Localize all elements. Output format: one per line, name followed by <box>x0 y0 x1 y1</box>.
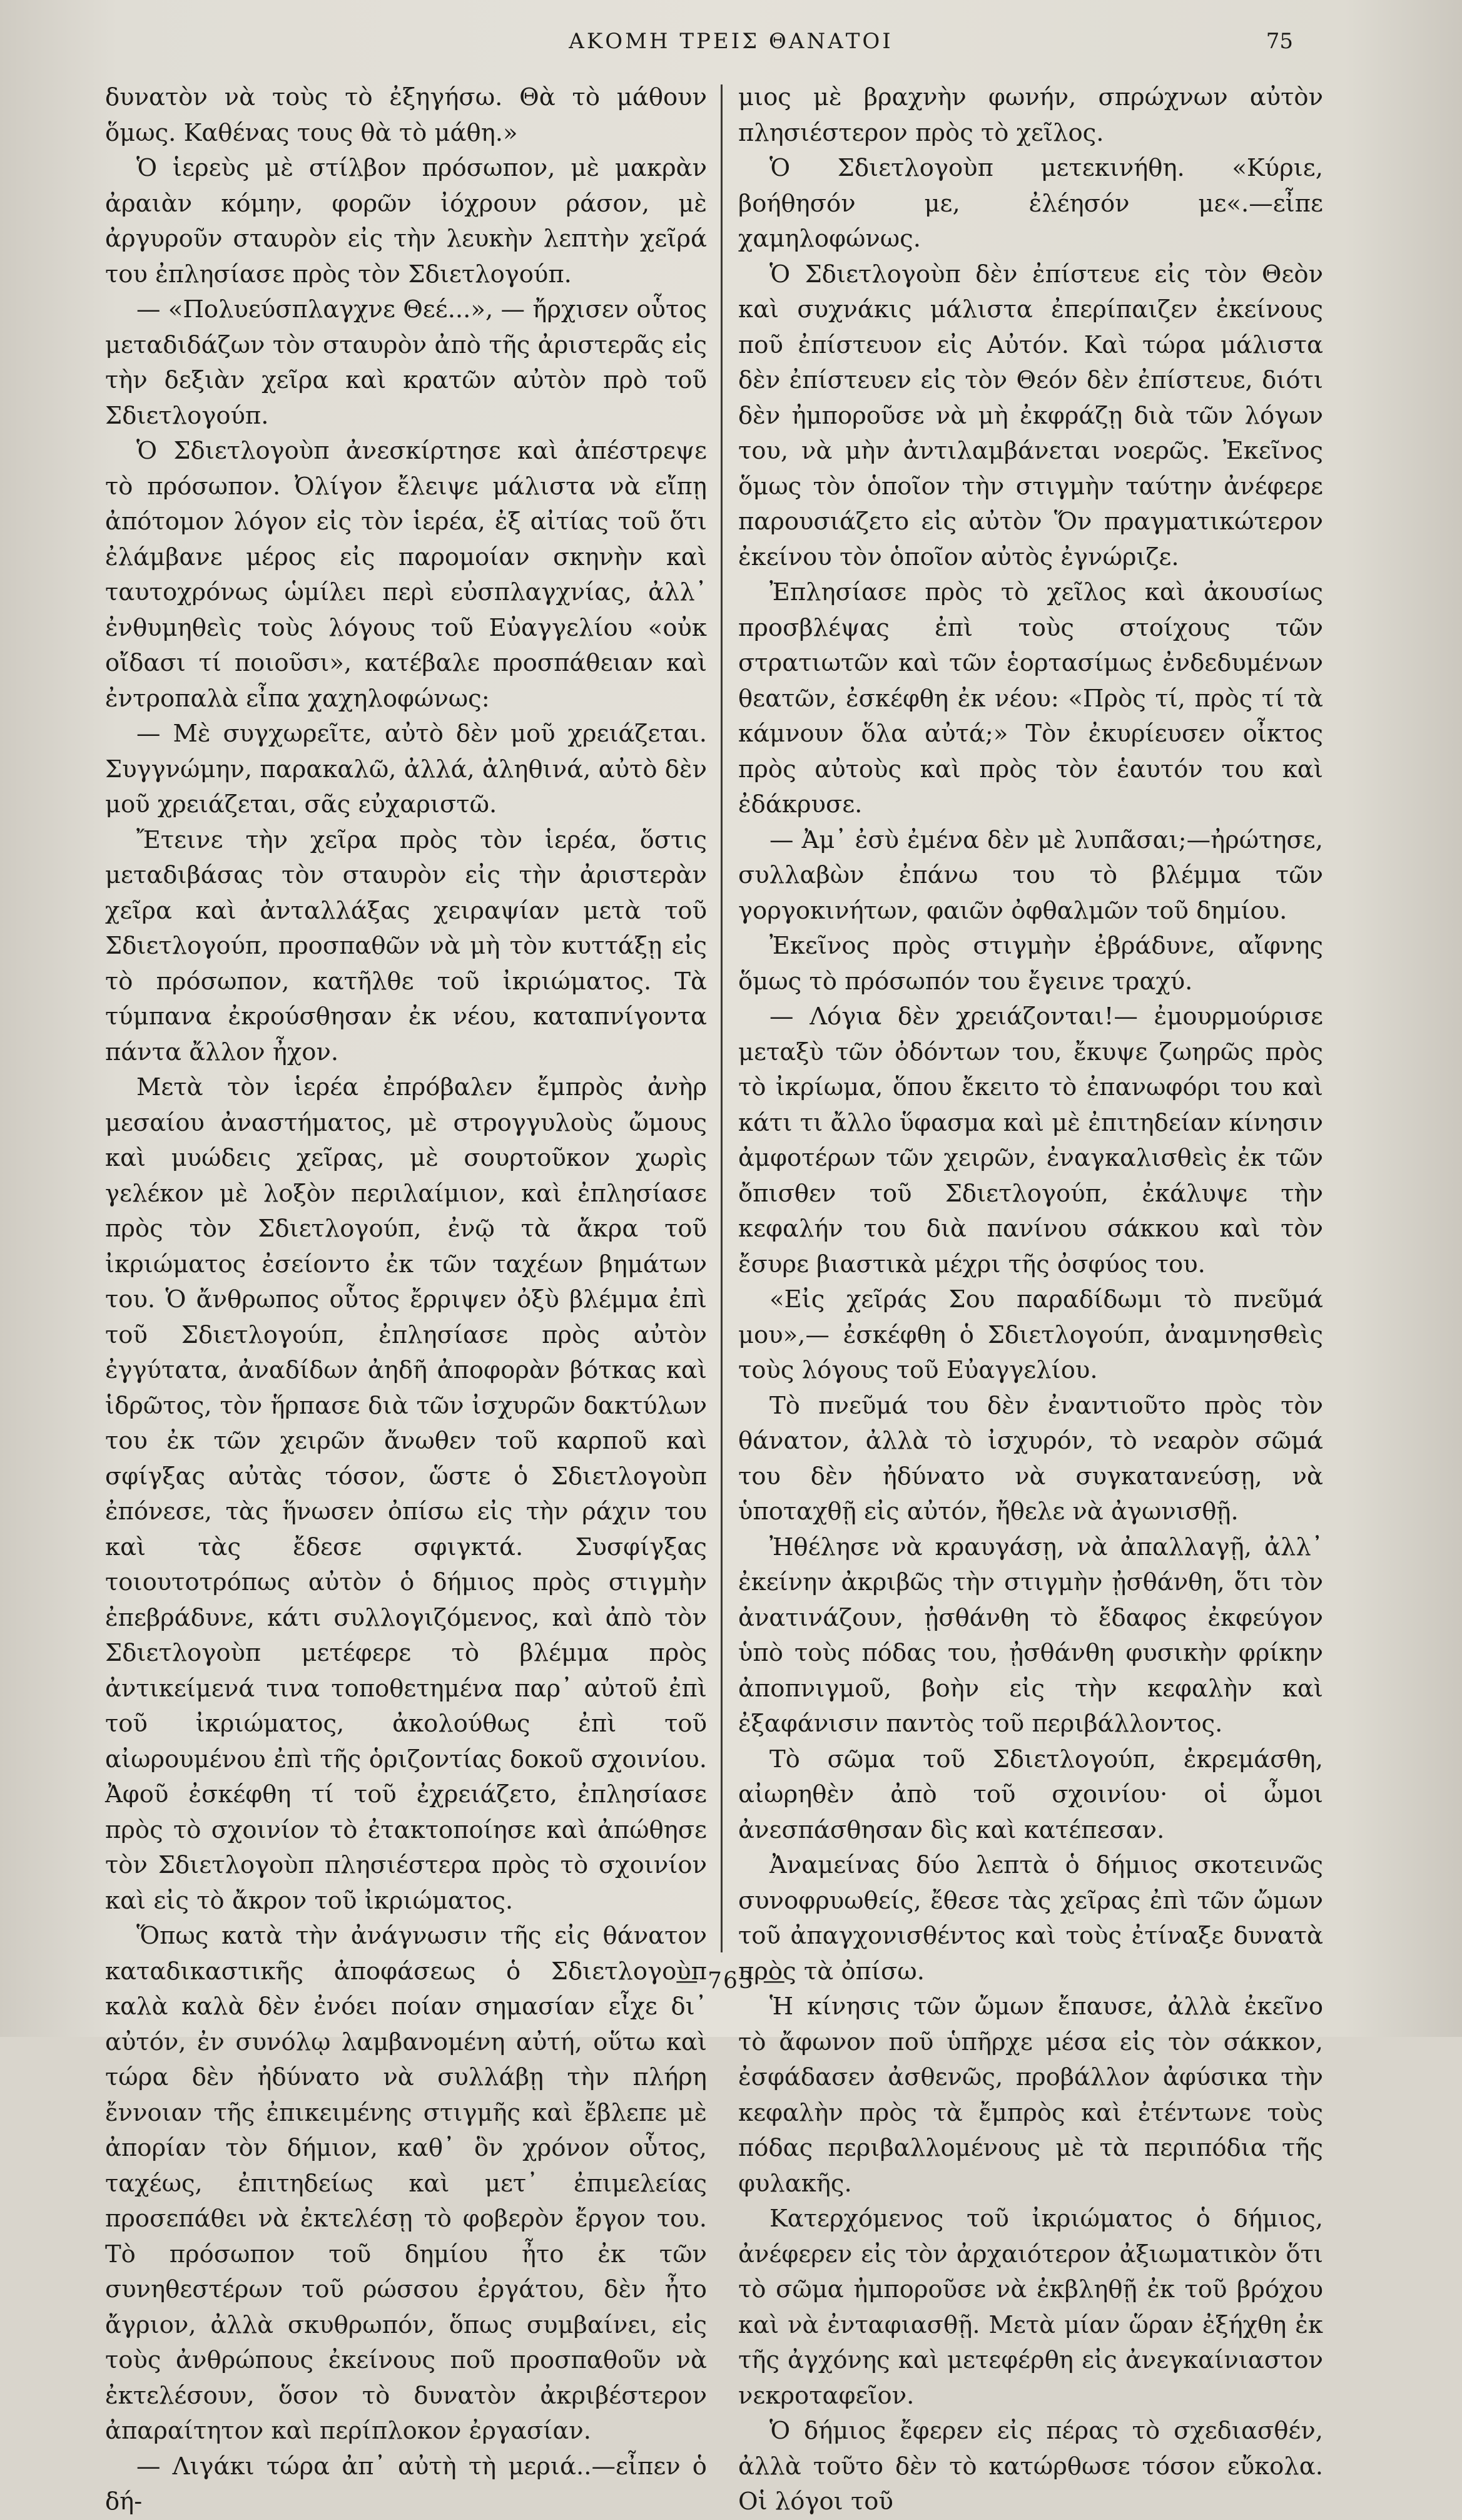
column-divider <box>721 84 723 1952</box>
paragraph: — Λόγια δὲν χρειάζονται!— ἐμουρμούρισε μεταξὺ τῶν ὀδόντων του, ἔκυψε ζωηρῶς πρὸς τὸ ἰκρίωμα, ὅπου ἔκειτο τὸ ἐπανωφόρι του καὶ κάτι τι ἄλλο ὕφασμα καὶ μὲ ἐπιτηδείαν κίνησιν ἀμφοτέρων τῶν χειρῶν, ἐναγκαλισθεὶς ἐκ τῶν ὄπισθεν τοῦ Σδιετλογούπ, ἐκάλυψε τὴν κεφαλήν του διὰ πανίνου σάκκου καὶ τὸν ἔσυρε βιαστικὰ μέχρι τῆς ὀσφύος του. <box>738 1002 1323 1278</box>
paragraph: Τὸ πνεῦμά του δὲν ἐναντιοῦτο πρὸς τὸν θάνατον, ἀλλὰ τὸ ἰσχυρόν, τὸ νεαρὸν σῶμά του δὲν ἠδύνατο νὰ συγκατανεύσῃ, νὰ ὑποταχθῇ εἰς αὐτόν, ἤθελε νὰ ἀγωνισθῇ. <box>738 1391 1323 1526</box>
right-text-column <box>738 80 1323 2516</box>
paragraph: — Μὲ συγχωρεῖτε, αὐτὸ δὲν μοῦ χρειάζεται. Συγγνώμην, παρακαλῶ, ἀλλά, ἀληθινά, αὐτὸ δὲν μοῦ χρειάζεται, σᾶς εὐχαριστῶ. <box>105 720 707 819</box>
paragraph: Ὁ ἱερεὺς μὲ στίλβον πρόσωπον, μὲ μακρὰν ἀραιὰν κόμην, φορῶν ἰόχρουν ράσον, μὲ ἀργυροῦν σταυρὸν εἰς τὴν λευκὴν λεπτὴν χεῖρά του ἐπλησίασε πρὸς τὸν Σδιετλογούπ. <box>105 154 707 288</box>
paragraph: Τὸ σῶμα τοῦ Σδιετλογούπ, ἐκρεμάσθη, αἰωρηθὲν ἀπὸ τοῦ σχοινίου· οἱ ὦμοι ἀνεσπάσθησαν δὶς καὶ κατέπεσαν. <box>738 1745 1323 1844</box>
paragraph: — Ἀμ᾽ ἐσὺ ἐμένα δὲν μὲ λυπᾶσαι;—ἠρώτησε, συλλαβὼν ἐπάνω του τὸ βλέμμα τῶν γοργοκινήτων, φαιῶν ὀφθαλμῶν τοῦ δημίου. <box>738 825 1323 925</box>
paragraph: Ὁ δήμιος ἔφερεν εἰς πέρας τὸ σχεδιασθέν, ἀλλὰ τοῦτο δὲν τὸ κατώρθωσε τόσον εὔκολα. Οἱ λόγοι τοῦ <box>738 2417 1323 2516</box>
paragraph: Ὁ Σδιετλογοὺπ μετεκινήθη. «Κύριε, βοήθησόν με, ἐλέησόν με«.—εἶπε χαμηλοφώνως. <box>738 154 1323 253</box>
paragraph: Ὁ Σδιετλογοὺπ ἀνεσκίρτησε καὶ ἀπέστρεψε τὸ πρόσωπον. Ὀλίγον ἔλειψε μάλιστα νὰ εἴπῃ ἀπότομον λόγον εἰς τὸν ἱερέα, ἐξ αἰτίας τοῦ ὅτι ἐλάμβανε μέρος εἰς παρομοίαν σκηνὴν καὶ ταυτοχρόνως ὡμίλει περὶ εὐσπλαγχνίας, ἀλλ᾽ ἐνθυμηθεὶς τοὺς λόγους τοῦ Εὐαγγελίου «οὐκ οἴδασι τί ποιοῦσι», κατέβαλε προσπάθειαν καὶ ἐντροπαλὰ εἶπα χαχηλοφώνως: <box>105 437 707 713</box>
paragraph: Ἀναμείνας δύο λεπτὰ ὁ δήμιος σκοτεινῶς συνοφρυωθείς, ἔθεσε τὰς χεῖρας ἐπὶ τῶν ὤμων τοῦ ἀπαγχονισθέντος καὶ τοὺς ἐτίναξε δυνατὰ πρὸς τὰ ὀπίσω. <box>738 1851 1323 1986</box>
paragraph: «Εἰς χεῖράς Σου παραδίδωμι τὸ πνεῦμά μου»,— ἐσκέφθη ὁ Σδιετλογούπ, ἀναμνησθεὶς τοὺς λόγους τοῦ Εὐαγγελίου. <box>738 1285 1323 1384</box>
paragraph: Μετὰ τὸν ἱερέα ἐπρόβαλεν ἔμπρὸς ἀνὴρ μεσαίου ἀναστήματος, μὲ στρογγυλοὺς ὤμους καὶ μυώδεις χεῖρας, μὲ σουρτοῦκον χωρὶς γελέκον μὲ λοξὸν περιλαίμιον, καὶ ἐπλησίασε πρὸς τὸν Σδιετλογούπ, ἐνῷ τὰ ἄκρα τοῦ ἰκριώματος ἐσείοντο ἐκ τῶν ταχέων βημάτων του. Ὁ ἄνθρωπος οὗτος ἔρριψεν ὀξὺ βλέμμα ἐπὶ τοῦ Σδιετλογούπ, ἐπλησίασε πρὸς αὐτὸν ἐγγύτατα, ἀναδίδων ἀηδῆ ἀποφορὰν βότκας καὶ ἱδρῶτος, τὸν ἥρπασε διὰ τῶν ἰσχυρῶν δακτύλων του ἐκ τῶν χειρῶν ἄνωθεν τοῦ καρποῦ καὶ σφίγξας αὐτὰς τόσον, ὥστε ὁ Σδιετλογοὺπ ἐπόνεσε, τὰς ἥνωσεν ὀπίσω εἰς τὴν ράχιν του καὶ τὰς ἔδεσε σφιγκτά. Συσφίγξας τοιουτοτρόπως αὐτὸν ὁ δήμιος πρὸς στιγμὴν ἐπεβράδυνε, κάτι συλλογιζόμενος, καὶ ἀπὸ τὸν Σδιετλογοὺπ μετέφερε τὸ βλέμμα πρὸς ἀντικείμενά τινα τοποθετημένα παρ᾽ αὐτοῦ ἐπὶ τοῦ ἰκριώματος, ἀκολούθως ἐπὶ τοῦ αἰωρουμένου ἐπὶ τῆς ὁριζοντίας δοκοῦ σχοινίου. Ἀφοῦ ἐσκέφθη τί τοῦ ἐχρειάζετο, ἐπλησίασε πρὸς τὸ σχοινίον τὸ ἐτακτοποίησε καὶ ἀπώθησε τὸν Σδιετλογοὺπ πλησιέστερα πρὸς τὸ σχοινίον καὶ εἰς τὸ ἄκρον τοῦ ἰκριώματος. <box>105 1073 707 1915</box>
paragraph: — Λιγάκι τώρα ἀπ᾽ αὐτὴ τὴ μεριά..—εἶπεν ὁ δή- <box>105 2452 707 2516</box>
paragraph: μιος μὲ βραχνὴν φωνήν, σπρώχνων αὐτὸν πλησιέστερον πρὸς τὸ χεῖλος. <box>738 83 1323 147</box>
paragraph: Ἐπλησίασε πρὸς τὸ χεῖλος καὶ ἀκουσίως προσβλέψας ἐπὶ τοὺς στοίχους τῶν στρατιωτῶν καὶ τῶν ἑορτασίμως ἐνδεδυμένων θεατῶν, ἐσκέφθη ἐκ νέου: «Πρὸς τί, πρὸς τί τὰ κάμνουν ὅλα αὐτά;» Τὸν ἐκυρίευσεν οἶκτος πρὸς αὐτοὺς καὶ πρὸς τὸν ἑαυτόν του καὶ ἐδάκρυσε. <box>738 578 1323 819</box>
paragraph: Ἔτεινε τὴν χεῖρα πρὸς τὸν ἱερέα, ὅστις μεταδιβάσας τὸν σταυρὸν εἰς τὴν ἀριστερὰν χεῖρα καὶ ἀνταλλάξας χειραψίαν μετὰ τοῦ Σδιετλογούπ, προσπαθῶν νὰ μὴ τὸν κυττάξῃ εἰς τὸ πρόσωπον, κατῆλθε τοῦ ἰκριώματος. Τὰ τύμπανα ἐκρούσθησαν ἐκ νέου, καταπνίγοντα πάντα ἄλλον ἦχον. <box>105 825 707 1066</box>
paragraph: Ἠθέλησε νὰ κραυγάσῃ, νὰ ἀπαλλαγῇ, ἀλλ᾽ ἐκείνην ἀκριβῶς τὴν στιγμὴν ᾐσθάνθη, ὅτι τὸν ἀνατινάζουν, ᾐσθάνθη τὸ ἔδαφος ἐκφεύγον ὑπὸ τοὺς πόδας του, ᾐσθάνθη φυσικὴν φρίκην ἀποπνιγμοῦ, βοὴν εἰς τὴν κεφαλὴν καὶ ἐξαφάνισιν παντὸς τοῦ περιβάλλοντος. <box>738 1533 1323 1738</box>
paragraph: Ὁ Σδιετλογοὺπ δὲν ἐπίστευε εἰς τὸν Θεὸν καὶ συχνάκις μάλιστα ἐπερίπαιζεν ἐκείνους ποῦ ἐπίστευον εἰς Αὐτόν. Καὶ τώρα μάλιστα δὲν ἐπίστευεν εἰς τὸν Θεόν δὲν ἐπίστευε, διότι δὲν ἠμποροῦσε νὰ μὴ ἐκφράζῃ διὰ τῶν λόγων του, νὰ μὴν ἀντιλαμβάνεται νοερῶς. Ἐκεῖνος ὅμως τὸν ὁποῖον τὴν στιγμὴν ταύτην ἀνέφερε παρουσιάζετο εἰς αὐτὸν Ὅν πραγματικώτερον ἐκείνου τὸν ὁποῖον αὐτὸς ἐγνώριζε. <box>738 260 1323 571</box>
left-text-column <box>105 80 707 2516</box>
running-header-title: ΑΚΟΜΗ ΤΡΕΙΣ ΘΑΝΑΤΟΙ <box>569 29 893 54</box>
paragraph: Ὅπως κατὰ τὴν ἀνάγνωσιν τῆς εἰς θάνατον καταδικαστικῆς ἀποφάσεως ὁ Σδιετλογοὺπ καλὰ καλὰ δὲν ἐνόει ποίαν σημασίαν εἶχε δι᾽ αὐτόν, ἐν συνόλῳ λαμβανομένη αὐτή, οὕτω καὶ τώρα δὲν ἠδύνατο νὰ συλλάβῃ τὴν πλήρη ἔννοιαν τῆς ἐπικειμένης στιγμῆς καὶ ἔβλεπε μὲ ἀπορίαν τὸν δήμιον, καθ᾽ ὃν χρόνον οὗτος, ταχέως, ἐπιτηδείως καὶ μετ᾽ ἐπιμελείας προσεπάθει νὰ ἐκτελέσῃ τὸ φοβερὸν ἔργον του. Τὸ πρόσωπον τοῦ δημίου ἦτο ἐκ τῶν συνηθεστέρων τοῦ ρώσσου ἐργάτου, δὲν ἦτο ἄγριον, ἀλλὰ σκυθρωπόν, ὅπως συμβαίνει, εἰς τοὺς ἀνθρώπους ἐκείνους ποῦ προσπαθοῦν νὰ ἐκτελέσουν, ὅσον τὸ δυνατὸν ἀκριβέστερον ἀπαραίτητον καὶ περίπλοκον ἐργασίαν. <box>105 1922 707 2445</box>
paragraph: Ἐκεῖνος πρὸς στιγμὴν ἐβράδυνε, αἴφνης ὅμως τὸ πρόσωπόν του ἔγεινε τραχύ. <box>738 932 1323 996</box>
paragraph: Ἡ κίνησις τῶν ὤμων ἔπαυσε, ἀλλὰ ἐκεῖνο τὸ ἄφωνον ποῦ ὑπῆρχε μέσα εἰς τὸν σάκκον, ἐσφάδασεν ἀσθενῶς, προβάλλον ἀφύσικα τὴν κεφαλὴν πρὸς τὰ ἔμπρὸς καὶ ἐτέντωνε τοὺς πόδας περιβαλλομένους μὲ τὰ περιπόδια τῆς φυλακῆς. <box>738 1992 1323 2198</box>
paragraph: Κατερχόμενος τοῦ ἰκριώματος ὁ δήμιος, ἀνέφερεν εἰς τὸν ἀρχαιότερον ἀξιωματικὸν ὅτι τὸ σῶμα ἠμποροῦσε νὰ ἐκβληθῇ ἐκ τοῦ βρόχου καὶ νὰ ἐνταφιασθῇ. Μετὰ μίαν ὥραν ἐξήχθη ἐκ τῆς ἀγχόνης καὶ μετεφέρθη εἰς ἀνεγκαίνιαστον νεκροταφεῖον. <box>738 2205 1323 2410</box>
paragraph: — «Πολυεύσπλαγχνε Θεέ...», — ἤρχισεν οὗτος μεταδιδάζων τὸν σταυρὸν ἀπὸ τῆς ἀριστερᾶς εἰς τὴν δεξιὰν χεῖρα καὶ κρατῶν αὐτὸν πρὸ τοῦ Σδιετλογούπ. <box>105 295 707 430</box>
paragraph: δυνατὸν νὰ τοὺς τὸ ἐξηγήσω. Θὰ τὸ μάθουν ὅμως. Καθένας τους θὰ τὸ μάθη.» <box>105 83 707 147</box>
header-page-number: 75 <box>1266 29 1293 54</box>
footer-page-number: — 763 — <box>675 1968 787 1994</box>
